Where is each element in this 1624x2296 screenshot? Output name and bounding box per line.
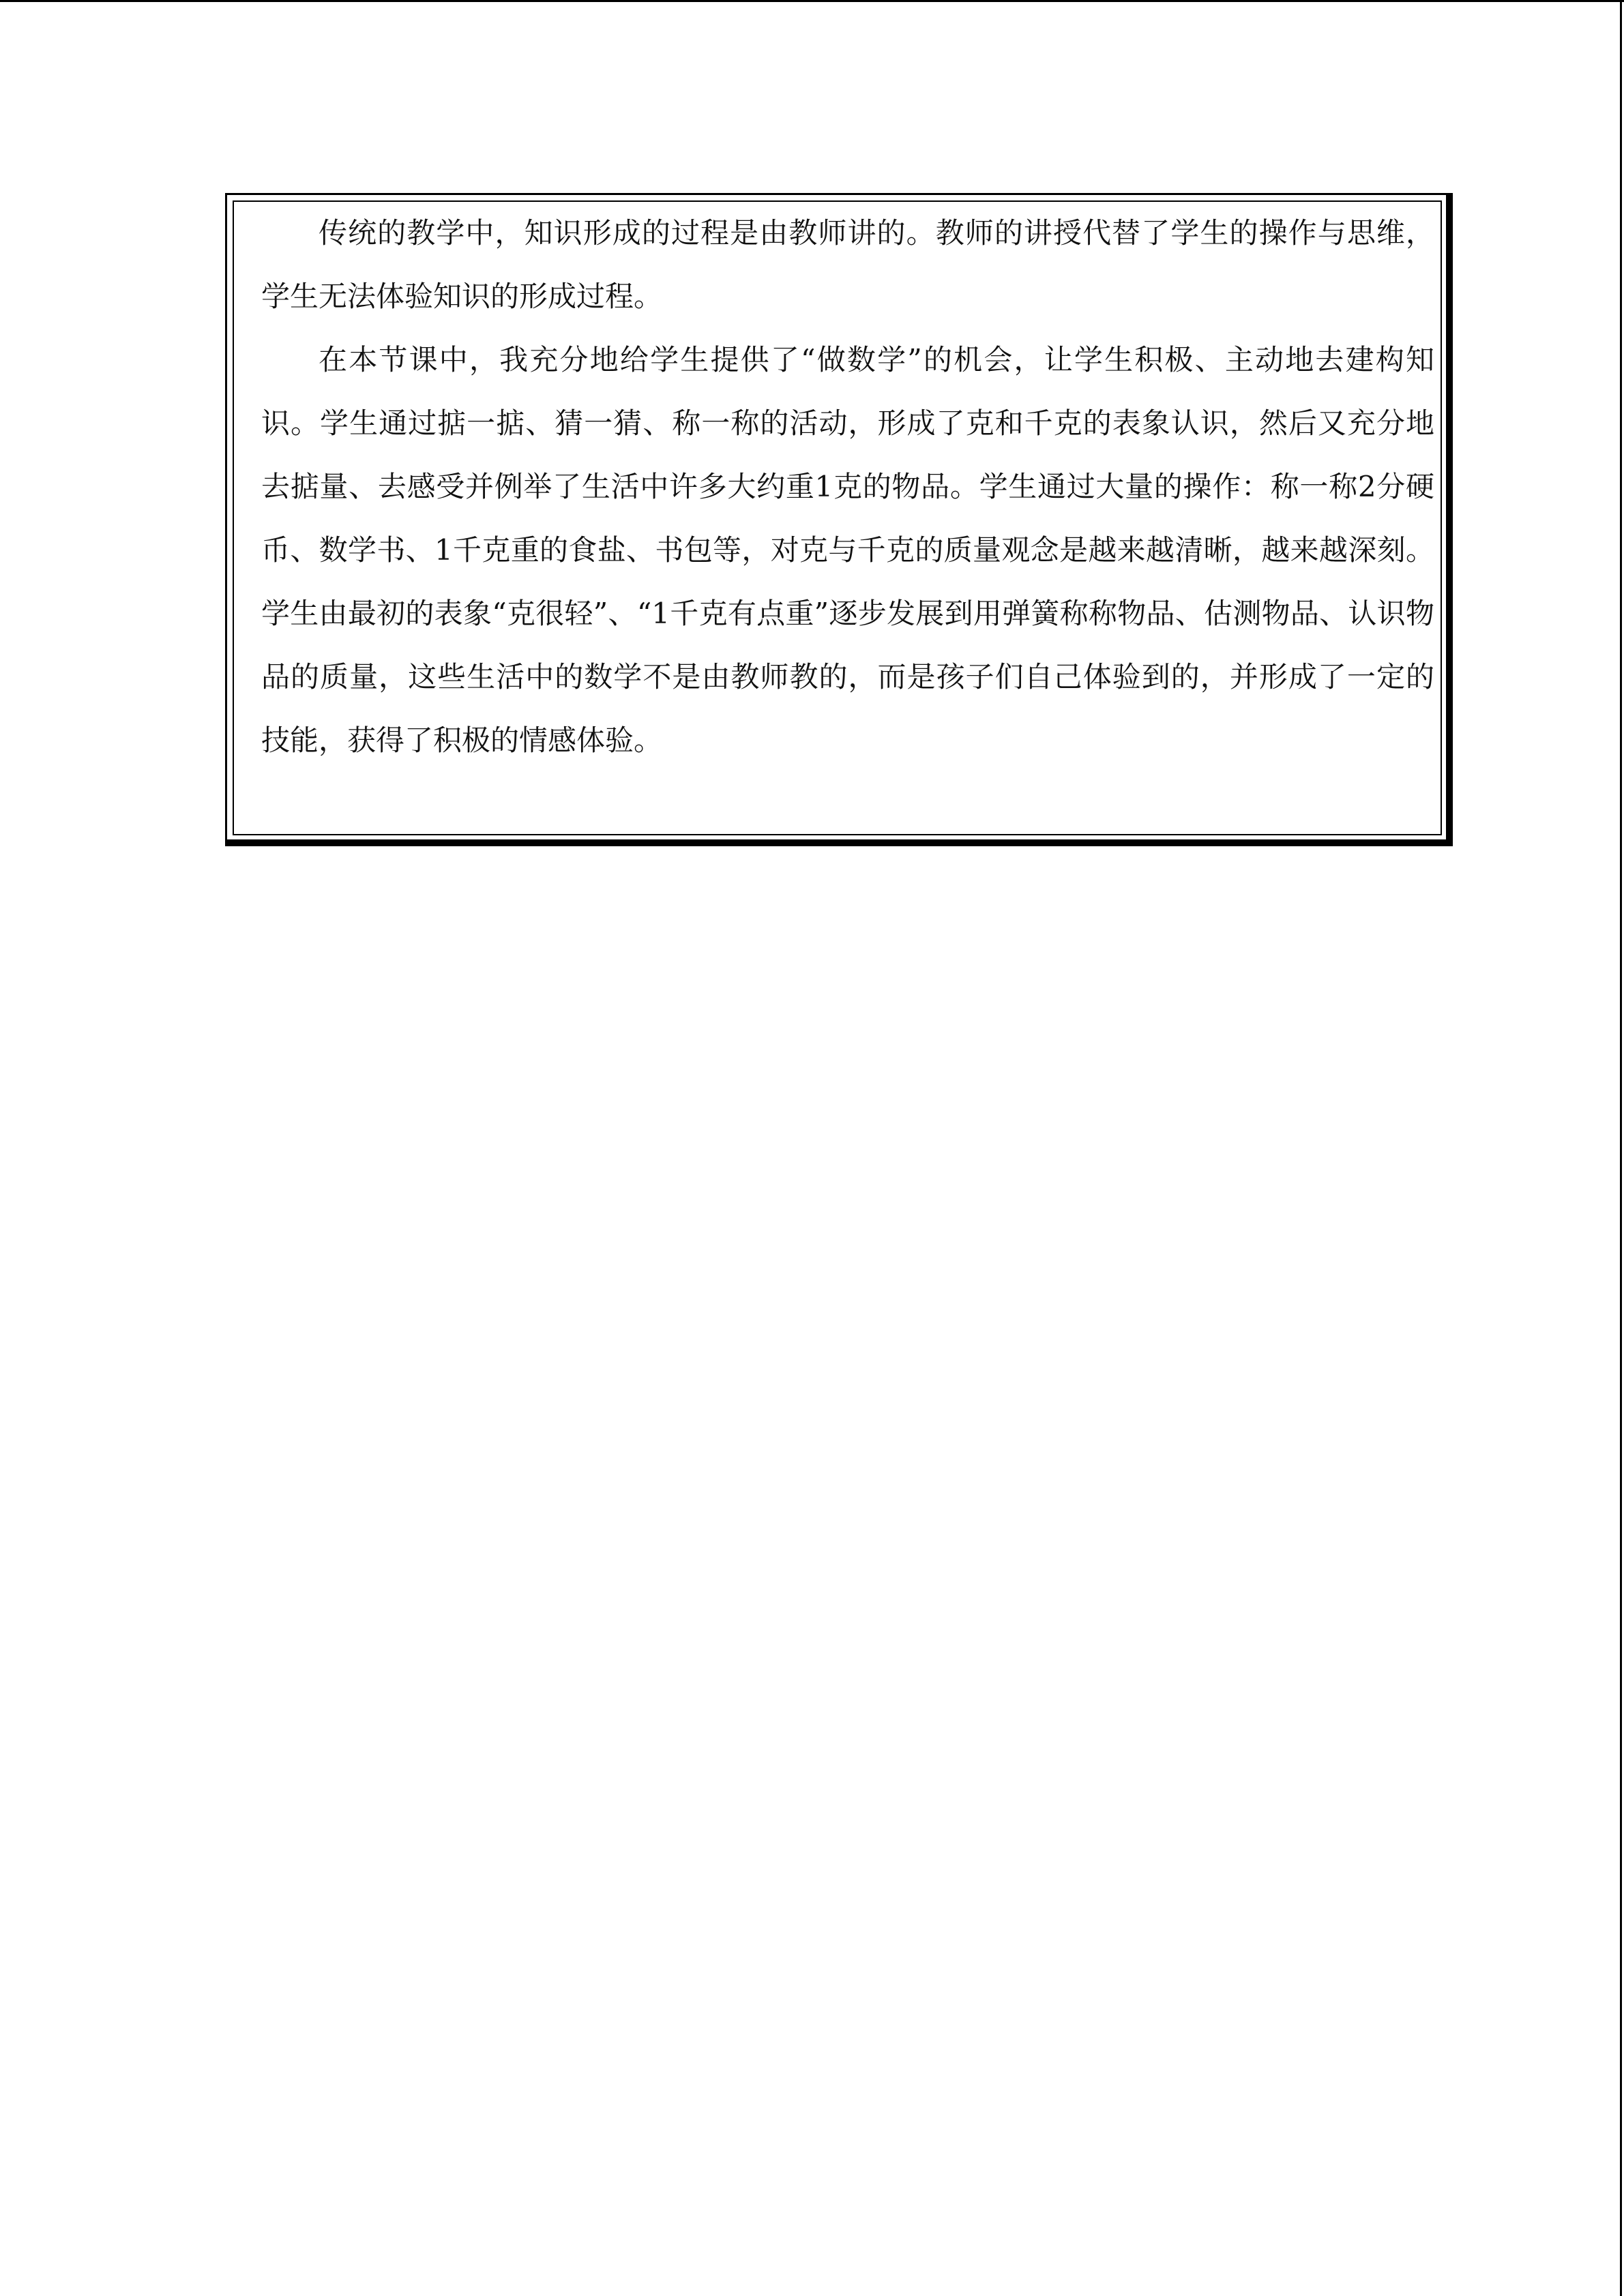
reflection-text <box>261 201 1434 772</box>
page-right-border <box>1620 0 1622 2296</box>
paragraph-2: 在本节课中，我充分地给学生提供了“做数学”的机会，让学生积极、主动地去建构知识。学生通过掂一掂、猜一猜、称一称的活动，形成了克和千克的表象认识，然后又充分地去掂量、去感受并例举了生活中许多大约重1克的物品。学生通过大量的操作：称一称2分硬币、数学书、1千克重的食盐、书包等，对克与千克的质量观念是越来越清晰，越来越深刻。学生由最初的表象“克很轻”、“1千克有点重”逐步发展到用弹簧称称物品、估测物品、认识物品的质量，这些生活中的数学不是由教师教的，而是孩子们自己体验到的，并形成了一定的技能，获得了积极的情感体验。 <box>261 343 1434 757</box>
page-top-border <box>0 0 1624 2</box>
paragraph-1: 传统的教学中，知识形成的过程是由教师讲的。教师的讲授代替了学生的操作与思维，学生无法体验知识的形成过程。 <box>261 216 1434 313</box>
